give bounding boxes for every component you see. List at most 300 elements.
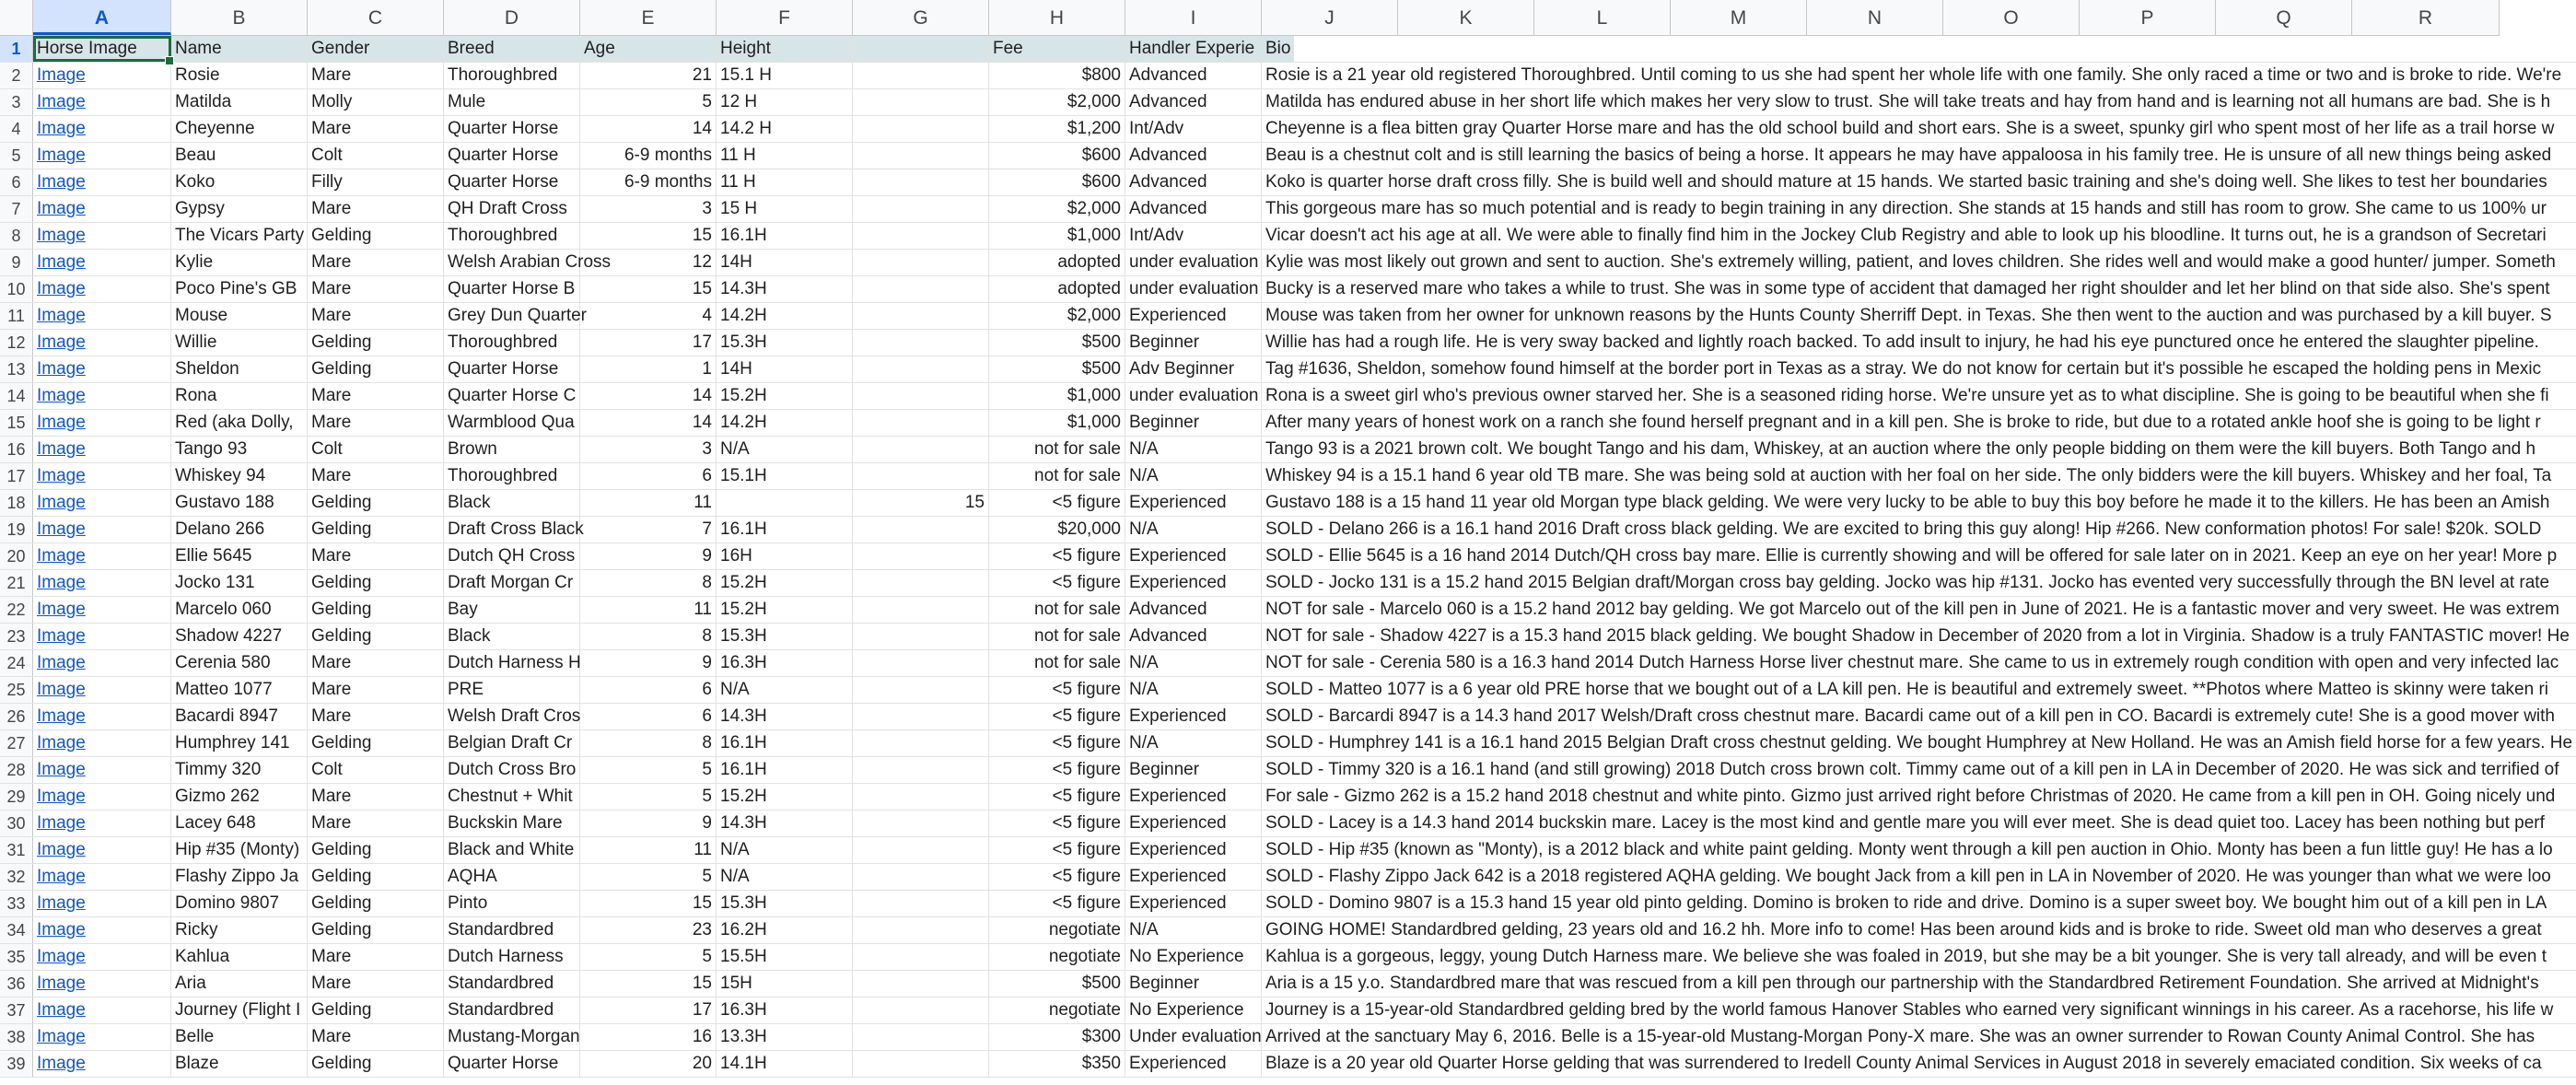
table-cell[interactable]: 15.2H	[717, 570, 853, 596]
row-header[interactable]: 23	[0, 624, 33, 649]
table-cell[interactable]: Thoroughbred	[444, 223, 580, 249]
table-cell[interactable]: Mare	[308, 650, 444, 676]
image-link[interactable]: Image	[37, 199, 86, 218]
table-cell[interactable]: Quarter Horse	[444, 1051, 580, 1077]
table-cell[interactable]: <5 figure	[989, 837, 1125, 863]
table-cell[interactable]: 15.3H	[717, 330, 853, 356]
table-cell[interactable]: Dutch Harness	[444, 944, 580, 970]
table-cell[interactable]: <5 figure	[989, 677, 1125, 703]
table-cell[interactable]: 9	[580, 650, 717, 676]
image-link[interactable]: Image	[37, 119, 86, 138]
image-link[interactable]: Image	[37, 226, 86, 245]
table-cell[interactable]: 15H	[717, 971, 853, 997]
table-cell[interactable]: PRE	[444, 677, 580, 703]
table-cell[interactable]: Gelding	[308, 624, 444, 649]
table-cell[interactable]	[853, 864, 989, 890]
table-cell[interactable]: N/A	[717, 837, 853, 863]
column-header-q[interactable]: Q	[2216, 0, 2352, 35]
table-cell[interactable]	[853, 971, 989, 997]
column-header-h[interactable]: H	[989, 0, 1125, 35]
table-cell[interactable]: Mare	[308, 410, 444, 436]
row-header[interactable]: 36	[0, 971, 33, 997]
table-cell[interactable]: Mare	[308, 383, 444, 409]
table-cell[interactable]: Journey (Flight I	[171, 998, 308, 1023]
image-link-cell[interactable]	[33, 624, 171, 649]
image-link[interactable]: Image	[37, 867, 86, 886]
table-cell[interactable]: Matilda	[171, 89, 308, 115]
row-header[interactable]: 27	[0, 730, 33, 756]
table-cell[interactable]: Beau	[171, 143, 308, 169]
table-cell[interactable]: SOLD - Delano 266 is a 16.1 hand 2016 Draft cross black gelding. We are excited to bring this guy along! Hip #266. New conformation photos! For sale! $20k. SOLD	[1265, 519, 2542, 539]
table-cell[interactable]	[853, 730, 989, 756]
row-header[interactable]: 5	[0, 143, 33, 169]
image-link-cell[interactable]	[33, 543, 171, 569]
table-cell[interactable]: <5 figure	[989, 704, 1125, 729]
table-cell[interactable]: 14.2H	[717, 303, 853, 329]
image-link-cell[interactable]	[33, 811, 171, 836]
image-link[interactable]: Image	[37, 680, 86, 699]
table-cell[interactable]: Chestnut + Whit	[444, 784, 580, 810]
table-cell[interactable]: Experienced	[1125, 811, 1262, 836]
table-cell[interactable]: Gizmo 262	[171, 784, 308, 810]
table-cell[interactable]	[853, 650, 989, 676]
table-cell[interactable]: Flashy Zippo Ja	[171, 864, 308, 890]
table-cell[interactable]	[853, 169, 989, 195]
header-cell[interactable]: Handler Experie	[1125, 36, 1262, 62]
table-cell[interactable]: AQHA	[444, 864, 580, 890]
table-cell[interactable]: Mustang-Morgan	[444, 1024, 580, 1050]
table-cell[interactable]: Advanced	[1125, 624, 1262, 649]
table-cell[interactable]: Mare	[308, 677, 444, 703]
image-link-cell[interactable]	[33, 356, 171, 382]
row-header[interactable]: 31	[0, 837, 33, 863]
table-cell[interactable]: Quarter Horse	[444, 169, 580, 195]
image-link-cell[interactable]	[33, 276, 171, 302]
table-cell[interactable]: 14.2 H	[717, 116, 853, 142]
table-cell[interactable]	[853, 677, 989, 703]
table-cell[interactable]: Quarter Horse	[444, 356, 580, 382]
table-cell[interactable]	[853, 837, 989, 863]
table-cell[interactable]: Draft Cross Black	[444, 517, 580, 542]
table-cell[interactable]: Int/Adv	[1125, 223, 1262, 249]
image-link-cell[interactable]	[33, 89, 171, 115]
table-cell[interactable]: Pinto	[444, 891, 580, 916]
table-cell[interactable]: NOT for sale - Cerenia 580 is a 16.3 hand 2014 Dutch Harness Horse liver chestnut mare. She came to us in extremely rough condition with open and very infected lac	[1265, 653, 2559, 672]
table-cell[interactable]: Black	[444, 490, 580, 516]
table-cell[interactable]: Delano 266	[171, 517, 308, 542]
table-cell[interactable]: Jocko 131	[171, 570, 308, 596]
table-cell[interactable]: 15.1H	[717, 463, 853, 489]
table-cell[interactable]: Matteo 1077	[171, 677, 308, 703]
image-link-cell[interactable]	[33, 437, 171, 462]
table-cell[interactable]: N/A	[1125, 650, 1262, 676]
table-cell[interactable]	[853, 143, 989, 169]
table-cell[interactable]: Tag #1636, Sheldon, somehow found himself at the border port in Texas as a stray. We do not know for certain but it's possible he escaped the holding pens in Mexic	[1265, 359, 2542, 379]
image-link[interactable]: Image	[37, 840, 86, 859]
table-cell[interactable]: $600	[989, 143, 1125, 169]
table-cell[interactable]: Quarter Horse	[444, 116, 580, 142]
table-cell[interactable]: Mare	[308, 1024, 444, 1050]
table-cell[interactable]: 11	[580, 490, 717, 516]
table-cell[interactable]: Koko	[171, 169, 308, 195]
column-header-c[interactable]: C	[308, 0, 444, 35]
table-cell[interactable]: 11 H	[717, 169, 853, 195]
table-cell[interactable]: Advanced	[1125, 196, 1262, 222]
image-link[interactable]: Image	[37, 146, 86, 165]
image-link-cell[interactable]	[33, 677, 171, 703]
table-cell[interactable]: Sheldon	[171, 356, 308, 382]
table-cell[interactable]: N/A	[1125, 730, 1262, 756]
table-cell[interactable]: Cheyenne	[171, 116, 308, 142]
table-cell[interactable]: No Experience	[1125, 998, 1262, 1023]
table-cell[interactable]: 8	[580, 570, 717, 596]
table-cell[interactable]: Under evaluation	[1125, 1024, 1262, 1050]
table-cell[interactable]: Whiskey 94 is a 15.1 hand 6 year old TB mare. She was being sold at auction with her foal on her side. The only bidders were the kill buyers. Whiskey and her foal, Ta	[1265, 466, 2552, 485]
row-header[interactable]: 4	[0, 116, 33, 142]
table-cell[interactable]	[853, 944, 989, 970]
table-cell[interactable]: 6-9 months	[580, 143, 717, 169]
table-cell[interactable]: Molly	[308, 89, 444, 115]
column-header-p[interactable]: P	[2080, 0, 2216, 35]
image-link[interactable]: Image	[37, 439, 86, 459]
image-link-cell[interactable]	[33, 303, 171, 329]
column-header-l[interactable]: L	[1534, 0, 1671, 35]
table-cell[interactable]: Mare	[308, 463, 444, 489]
table-cell[interactable]: Bucky is a reserved mare who takes a while to trust. She was in some type of accident that damaged her right shoulder and let her blind on that side also. She's spent	[1265, 279, 2550, 298]
row-header[interactable]: 28	[0, 757, 33, 783]
table-cell[interactable]: Colt	[308, 437, 444, 462]
table-cell[interactable]: Beau is a chestnut colt and is still learning the basics of being a horse. It appears he may have appaloosa in his family tree. He is unsure of all new things being asked	[1265, 146, 2552, 165]
table-cell[interactable]: Beginner	[1125, 971, 1262, 997]
image-link[interactable]: Image	[37, 413, 86, 432]
table-cell[interactable]: under evaluation	[1125, 383, 1262, 409]
table-cell[interactable]: Colt	[308, 757, 444, 783]
table-cell[interactable]: Advanced	[1125, 169, 1262, 195]
table-cell[interactable]	[853, 757, 989, 783]
table-cell[interactable]: $600	[989, 169, 1125, 195]
table-cell[interactable]: Beginner	[1125, 330, 1262, 356]
table-cell[interactable]: Gelding	[308, 730, 444, 756]
table-cell[interactable]: For sale - Gizmo 262 is a 15.2 hand 2018 chestnut and white pinto. Gizmo just arrived right before Christmas of 2020. He came from a kill pen in OH. Going nicely und	[1265, 787, 2556, 806]
table-cell[interactable]: 11	[580, 837, 717, 863]
image-link[interactable]: Image	[37, 893, 86, 913]
image-link-cell[interactable]	[33, 330, 171, 356]
table-cell[interactable]: Gelding	[308, 1051, 444, 1077]
image-link[interactable]: Image	[37, 466, 86, 485]
table-cell[interactable]: 21	[580, 63, 717, 88]
image-link[interactable]: Image	[37, 947, 86, 966]
table-cell[interactable]: 12 H	[717, 89, 853, 115]
table-cell[interactable]: 15.5H	[717, 944, 853, 970]
table-cell[interactable]: Rona is a sweet girl who's previous owner starved her. She is a seasoned riding horse. We're unsure yet as to what discipline. She is going to be beautiful when she fi	[1265, 386, 2549, 405]
table-cell[interactable]: SOLD - Barcardi 8947 is a 14.3 hand 2017 Welsh/Draft cross chestnut mare. Bacardi came out of a kill pen in CO. Bacardi is extremely cute! She is a good mover with	[1265, 706, 2555, 726]
table-cell[interactable]: Experienced	[1125, 784, 1262, 810]
table-cell[interactable]: 6	[580, 677, 717, 703]
table-cell[interactable]	[853, 196, 989, 222]
row-header[interactable]: 1	[0, 36, 33, 62]
table-cell[interactable]: Gelding	[308, 837, 444, 863]
table-cell[interactable]: No Experience	[1125, 944, 1262, 970]
table-cell[interactable]	[853, 597, 989, 623]
table-cell[interactable]: 6	[580, 463, 717, 489]
image-link[interactable]: Image	[37, 573, 86, 592]
table-cell[interactable]: 16H	[717, 543, 853, 569]
table-cell[interactable]: Mare	[308, 811, 444, 836]
table-cell[interactable]: Kylie	[171, 250, 308, 275]
table-cell[interactable]: 14.3H	[717, 811, 853, 836]
table-cell[interactable]: The Vicars Party	[171, 223, 308, 249]
row-header[interactable]: 3	[0, 89, 33, 115]
table-cell[interactable]: 16.3H	[717, 998, 853, 1023]
image-link-cell[interactable]	[33, 597, 171, 623]
table-cell[interactable]	[853, 998, 989, 1023]
table-cell[interactable]: Rosie	[171, 63, 308, 88]
column-header-j[interactable]: J	[1262, 0, 1398, 35]
row-header[interactable]: 34	[0, 917, 33, 943]
image-link[interactable]: Image	[37, 626, 86, 646]
table-cell[interactable]: Ellie 5645	[171, 543, 308, 569]
table-cell[interactable]: 14	[580, 383, 717, 409]
image-link[interactable]: Image	[37, 706, 86, 726]
header-cell[interactable]: Breed	[444, 36, 580, 62]
table-cell[interactable]: Experienced	[1125, 864, 1262, 890]
image-link[interactable]: Image	[37, 1054, 86, 1073]
table-cell[interactable]: NOT for sale - Shadow 4227 is a 15.3 hand 2015 black gelding. We bought Shadow in December of 2020 from a lot in Virginia. Shadow is a truly FANTASTIC mover! He	[1265, 626, 2570, 646]
table-cell[interactable]: 13.3H	[717, 1024, 853, 1050]
table-cell[interactable]: Gelding	[308, 891, 444, 916]
table-cell[interactable]: 16.1H	[717, 730, 853, 756]
image-link[interactable]: Image	[37, 787, 86, 806]
header-cell[interactable]: Height	[717, 36, 853, 62]
table-cell[interactable]: This gorgeous mare has so much potential and is ready to begin training in any direction. She stands at 15 hands and still has room to grow. She came to us 100% ur	[1265, 199, 2547, 218]
table-cell[interactable]: Gustavo 188 is a 15 hand 11 year old Morgan type black gelding. We were very lucky to be able to buy this boy before he made it to the killers. He has been an Amish	[1265, 493, 2550, 512]
column-header-r[interactable]: R	[2352, 0, 2500, 35]
table-cell[interactable]: Humphrey 141	[171, 730, 308, 756]
table-cell[interactable]: Black and White	[444, 837, 580, 863]
table-cell[interactable]: Journey is a 15-year-old Standardbred gelding bred by the world famous Hanover Stables who earned very significant winnings in his career. As a racehorse, his life w	[1265, 1000, 2554, 1020]
table-cell[interactable]	[853, 250, 989, 275]
table-cell[interactable]: Gelding	[308, 517, 444, 542]
table-cell[interactable]: Aria	[171, 971, 308, 997]
table-cell[interactable]: N/A	[1125, 437, 1262, 462]
column-header-o[interactable]: O	[1943, 0, 2080, 35]
table-cell[interactable]: <5 figure	[989, 757, 1125, 783]
table-cell[interactable]: $300	[989, 1024, 1125, 1050]
row-header[interactable]: 14	[0, 383, 33, 409]
image-link-cell[interactable]	[33, 998, 171, 1023]
table-cell[interactable]: Quarter Horse C	[444, 383, 580, 409]
table-cell[interactable]: 11 H	[717, 143, 853, 169]
image-link-cell[interactable]	[33, 730, 171, 756]
column-header-n[interactable]: N	[1807, 0, 1943, 35]
table-cell[interactable]: Rona	[171, 383, 308, 409]
image-link[interactable]: Image	[37, 546, 86, 566]
image-link[interactable]: Image	[37, 359, 86, 379]
table-cell[interactable]: Dutch Harness H	[444, 650, 580, 676]
row-header[interactable]: 16	[0, 437, 33, 462]
image-link-cell[interactable]	[33, 116, 171, 142]
table-cell[interactable]: $1,200	[989, 116, 1125, 142]
table-cell[interactable]	[853, 89, 989, 115]
column-header-d[interactable]: D	[444, 0, 580, 35]
row-header[interactable]: 22	[0, 597, 33, 623]
table-cell[interactable]	[853, 1024, 989, 1050]
table-cell[interactable]: $2,000	[989, 303, 1125, 329]
row-header[interactable]: 26	[0, 704, 33, 729]
table-cell[interactable]: Cerenia 580	[171, 650, 308, 676]
image-link[interactable]: Image	[37, 1027, 86, 1046]
table-cell[interactable]: 9	[580, 811, 717, 836]
table-cell[interactable]: Cheyenne is a flea bitten gray Quarter Horse mare and has the old school build and short ears. She is a sweet, spunky girl who spent most of her life as a trail horse w	[1265, 119, 2555, 138]
table-cell[interactable]: 5	[580, 784, 717, 810]
table-cell[interactable]: Domino 9807	[171, 891, 308, 916]
table-cell[interactable]: Whiskey 94	[171, 463, 308, 489]
table-cell[interactable]: Experienced	[1125, 543, 1262, 569]
row-header[interactable]: 20	[0, 543, 33, 569]
row-header[interactable]: 39	[0, 1051, 33, 1077]
row-header[interactable]: 37	[0, 998, 33, 1023]
table-cell[interactable]: 14	[580, 410, 717, 436]
table-cell[interactable]: not for sale	[989, 624, 1125, 649]
image-link-cell[interactable]	[33, 463, 171, 489]
table-cell[interactable]: 16.1H	[717, 223, 853, 249]
table-cell[interactable]: 6	[580, 704, 717, 729]
table-cell[interactable]: Gelding	[308, 330, 444, 356]
table-cell[interactable]: 23	[580, 917, 717, 943]
table-cell[interactable]: Gustavo 188	[171, 490, 308, 516]
row-header[interactable]: 8	[0, 223, 33, 249]
table-cell[interactable]: 14.2H	[717, 410, 853, 436]
image-link[interactable]: Image	[37, 920, 86, 939]
table-cell[interactable]: After many years of honest work on a ranch she found herself pregnant and in a kill pen. She is broke to ride, but due to a rotated ankle hoof she is going to be light r	[1265, 413, 2541, 432]
image-link-cell[interactable]	[33, 864, 171, 890]
table-cell[interactable]: Standardbred	[444, 971, 580, 997]
table-cell[interactable]: Gelding	[308, 356, 444, 382]
header-cell[interactable]: Bio	[1262, 36, 1294, 62]
row-header[interactable]: 6	[0, 169, 33, 195]
table-cell[interactable]: Mare	[308, 543, 444, 569]
image-link[interactable]: Image	[37, 1000, 86, 1020]
column-header-m[interactable]: M	[1671, 0, 1807, 35]
table-cell[interactable]: 6-9 months	[580, 169, 717, 195]
header-cell[interactable]	[853, 36, 989, 62]
table-cell[interactable]: Mouse was taken from her owner for unknown reasons by the Hunts County Sherriff Dept. in Texas. She then went to the auction and was purchased by a kill buyer. S	[1265, 306, 2552, 325]
table-cell[interactable]: $800	[989, 63, 1125, 88]
table-cell[interactable]: <5 figure	[989, 784, 1125, 810]
table-cell[interactable]: 20	[580, 1051, 717, 1077]
fill-handle[interactable]	[165, 56, 174, 65]
table-cell[interactable]	[853, 624, 989, 649]
table-cell[interactable]: Mare	[308, 250, 444, 275]
table-cell[interactable]: GOING HOME! Standardbred gelding, 23 years old and 16.2 hh. More info to come! Has been around kids and is broke to ride. Sweet old man who deserves a great	[1265, 920, 2542, 939]
table-cell[interactable]: Adv Beginner	[1125, 356, 1262, 382]
table-cell[interactable]: $500	[989, 971, 1125, 997]
table-cell[interactable]: Willie has had a rough life. He is very sway backed and lightly roach backed. To add insult to injury, he had his eye punctured once he entered the slaughter pipeline.	[1265, 332, 2539, 352]
header-cell[interactable]: Gender	[308, 36, 444, 62]
table-cell[interactable]: 16	[580, 1024, 717, 1050]
image-link-cell[interactable]	[33, 650, 171, 676]
table-cell[interactable]: $2,000	[989, 89, 1125, 115]
table-cell[interactable]: 17	[580, 998, 717, 1023]
table-cell[interactable]: negotiate	[989, 917, 1125, 943]
table-cell[interactable]: SOLD - Lacey is a 14.3 hand 2014 buckskin mare. Lacey is the most kind and gentle mare you will ever meet. She is dead quiet too. Lacey has been nothing but perf	[1265, 813, 2545, 833]
column-header-i[interactable]: I	[1125, 0, 1262, 35]
table-cell[interactable]: Mare	[308, 704, 444, 729]
table-cell[interactable]: Belle	[171, 1024, 308, 1050]
table-cell[interactable]: Red (aka Dolly,	[171, 410, 308, 436]
table-cell[interactable]: Experienced	[1125, 570, 1262, 596]
table-cell[interactable]: Gelding	[308, 490, 444, 516]
table-cell[interactable]: Mare	[308, 196, 444, 222]
column-header-g[interactable]: G	[853, 0, 989, 35]
table-cell[interactable]	[853, 223, 989, 249]
row-header[interactable]: 32	[0, 864, 33, 890]
table-cell[interactable]: QH Draft Cross	[444, 196, 580, 222]
table-cell[interactable]: N/A	[1125, 917, 1262, 943]
row-header[interactable]: 13	[0, 356, 33, 382]
table-cell[interactable]: adopted	[989, 250, 1125, 275]
table-cell[interactable]	[853, 784, 989, 810]
table-cell[interactable]: SOLD - Flashy Zippo Jack 642 is a 2018 registered AQHA gelding. We bought Jack from a kill pen in LA in November of 2020. He was younger than what we were loo	[1265, 867, 2551, 886]
table-cell[interactable]	[853, 543, 989, 569]
table-cell[interactable]: Black	[444, 624, 580, 649]
table-cell[interactable]: 15 H	[717, 196, 853, 222]
table-cell[interactable]: 16.1H	[717, 757, 853, 783]
table-cell[interactable]: 14.3H	[717, 276, 853, 302]
row-header[interactable]: 11	[0, 303, 33, 329]
table-cell[interactable]: not for sale	[989, 437, 1125, 462]
table-cell[interactable]: 8	[580, 730, 717, 756]
table-cell[interactable]: Int/Adv	[1125, 116, 1262, 142]
table-cell[interactable]: under evaluation	[1125, 276, 1262, 302]
image-link-cell[interactable]	[33, 757, 171, 783]
table-cell[interactable]: Vicar doesn't act his age at all. We were able to finally find him in the Jockey Club Registry and able to look up his bloodline. It turns out, he is a grandson of Secretari	[1265, 226, 2547, 245]
table-cell[interactable]: 14	[580, 116, 717, 142]
table-cell[interactable]: Mare	[308, 784, 444, 810]
image-link[interactable]: Image	[37, 733, 86, 752]
image-link[interactable]: Image	[37, 974, 86, 993]
table-cell[interactable]: Warmblood Qua	[444, 410, 580, 436]
table-cell[interactable]: Experienced	[1125, 891, 1262, 916]
row-header[interactable]: 38	[0, 1024, 33, 1050]
row-header[interactable]: 24	[0, 650, 33, 676]
table-cell[interactable]: 4	[580, 303, 717, 329]
image-link[interactable]: Image	[37, 279, 86, 298]
table-cell[interactable]: Bay	[444, 597, 580, 623]
table-cell[interactable]	[853, 517, 989, 542]
table-cell[interactable]: Mare	[308, 944, 444, 970]
table-cell[interactable]: 15.2H	[717, 383, 853, 409]
table-cell[interactable]: Kahlua	[171, 944, 308, 970]
table-cell[interactable]: Buckskin Mare	[444, 811, 580, 836]
table-cell[interactable]: Quarter Horse B	[444, 276, 580, 302]
row-header[interactable]: 7	[0, 196, 33, 222]
table-cell[interactable]: Welsh Arabian Cross	[444, 250, 580, 275]
header-cell[interactable]: Name	[171, 36, 308, 62]
image-link[interactable]: Image	[37, 386, 86, 405]
image-link[interactable]: Image	[37, 600, 86, 619]
table-cell[interactable]: N/A	[717, 864, 853, 890]
table-cell[interactable]: Thoroughbred	[444, 63, 580, 88]
table-cell[interactable]: 15	[853, 490, 989, 516]
table-cell[interactable]: 9	[580, 543, 717, 569]
table-cell[interactable]: $20,000	[989, 517, 1125, 542]
table-cell[interactable]: Gelding	[308, 917, 444, 943]
table-cell[interactable]: not for sale	[989, 597, 1125, 623]
table-cell[interactable]: SOLD - Hip #35 (known as "Monty), is a 2012 black and white paint gelding. Monty went through a kill pen auction in Ohio. Monty has been a fun little guy! He has a lo	[1265, 840, 2553, 859]
table-cell[interactable]: Dutch QH Cross	[444, 543, 580, 569]
table-cell[interactable]: Mare	[308, 971, 444, 997]
